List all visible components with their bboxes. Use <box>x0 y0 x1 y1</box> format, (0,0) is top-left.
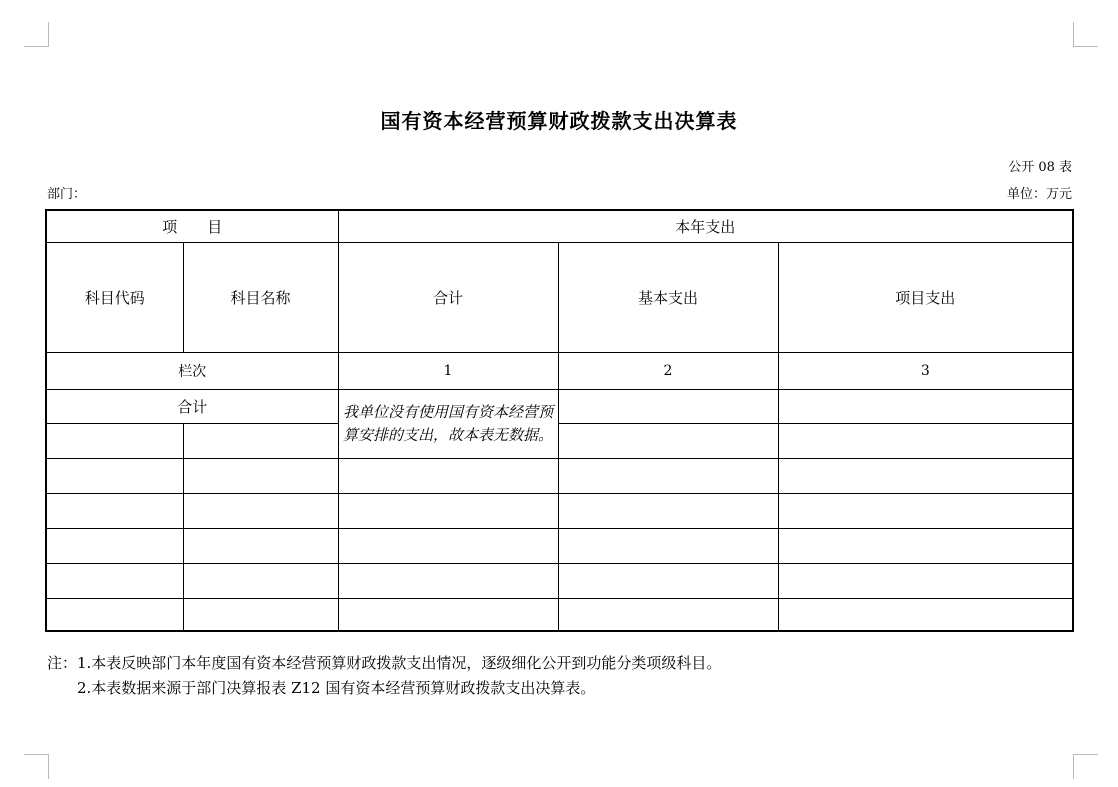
table-row-total <box>46 390 1073 424</box>
footnote-1: 注：1.本表反映部门本年度国有资本经营预算财政拨款支出情况，逐级细化公开到功能分类项级科目。 <box>47 654 722 672</box>
column-index-1-cell: 1 <box>338 353 558 390</box>
column-header-subject-code: 科目代码 <box>46 243 183 353</box>
empty-cell <box>46 599 183 632</box>
table-row-empty <box>46 599 1073 632</box>
empty-cell <box>778 529 1073 564</box>
empty-cell <box>558 599 778 632</box>
document-title: 国有资本经营预算财政拨款支出决算表 <box>380 109 738 133</box>
empty-cell <box>558 564 778 599</box>
empty-cell <box>778 564 1073 599</box>
empty-cell <box>46 529 183 564</box>
column-header-total: 合计 <box>338 243 558 353</box>
empty-cell <box>558 459 778 494</box>
item-group-header-cell: 项 目 <box>46 210 338 243</box>
empty-cell <box>778 494 1073 529</box>
empty-cell <box>778 424 1073 459</box>
empty-cell <box>338 459 558 494</box>
empty-cell <box>558 424 778 459</box>
crop-mark-top-left <box>24 22 49 47</box>
total-project-expenditure-cell <box>778 390 1073 424</box>
empty-cell <box>183 424 338 459</box>
table-row-empty <box>46 564 1073 599</box>
column-header-project-expenditure: 项目支出 <box>778 243 1073 353</box>
empty-cell <box>46 459 183 494</box>
table-row-group-header <box>46 210 1073 243</box>
crop-mark-bottom-left <box>24 754 49 779</box>
column-header-subject-name: 科目名称 <box>183 243 338 353</box>
total-label-cell: 合计 <box>46 390 338 424</box>
column-index-label-cell: 栏次 <box>46 353 338 390</box>
empty-cell <box>183 494 338 529</box>
department-label: 部门： <box>47 187 87 202</box>
unit-label: 单位：万元 <box>1006 187 1072 202</box>
table-row-empty <box>46 459 1073 494</box>
table-row-empty <box>46 529 1073 564</box>
empty-cell <box>338 529 558 564</box>
empty-cell <box>183 459 338 494</box>
total-basic-expenditure-cell <box>558 390 778 424</box>
column-index-2-cell: 2 <box>558 353 778 390</box>
table-row-empty <box>46 494 1073 529</box>
expenditure-table <box>45 209 1074 632</box>
table-row-column-index <box>46 353 1073 390</box>
column-header-basic-expenditure: 基本支出 <box>558 243 778 353</box>
empty-cell <box>558 529 778 564</box>
empty-cell <box>558 494 778 529</box>
empty-cell <box>778 599 1073 632</box>
footnote-2: 2.本表数据来源于部门决算报表 Z12 国有资本经营预算财政拨款支出决算表。 <box>77 679 596 697</box>
table-row-column-headers <box>46 243 1073 353</box>
empty-cell <box>778 459 1073 494</box>
empty-cell <box>46 424 183 459</box>
no-data-note-cell: 我单位没有使用国有资本经营预算安排的支出，故本表无数据。 <box>338 390 558 459</box>
crop-mark-top-right <box>1073 22 1098 47</box>
empty-cell <box>46 564 183 599</box>
empty-cell <box>183 564 338 599</box>
empty-cell <box>338 564 558 599</box>
empty-cell <box>183 599 338 632</box>
empty-cell <box>46 494 183 529</box>
column-index-3-cell: 3 <box>778 353 1073 390</box>
crop-mark-bottom-right <box>1073 754 1098 779</box>
empty-cell <box>183 529 338 564</box>
table-code: 公开 08 表 <box>1008 160 1072 175</box>
table-row-empty <box>46 424 1073 459</box>
expenditure-group-header-cell: 本年支出 <box>338 210 1073 243</box>
empty-cell <box>338 599 558 632</box>
empty-cell <box>338 494 558 529</box>
